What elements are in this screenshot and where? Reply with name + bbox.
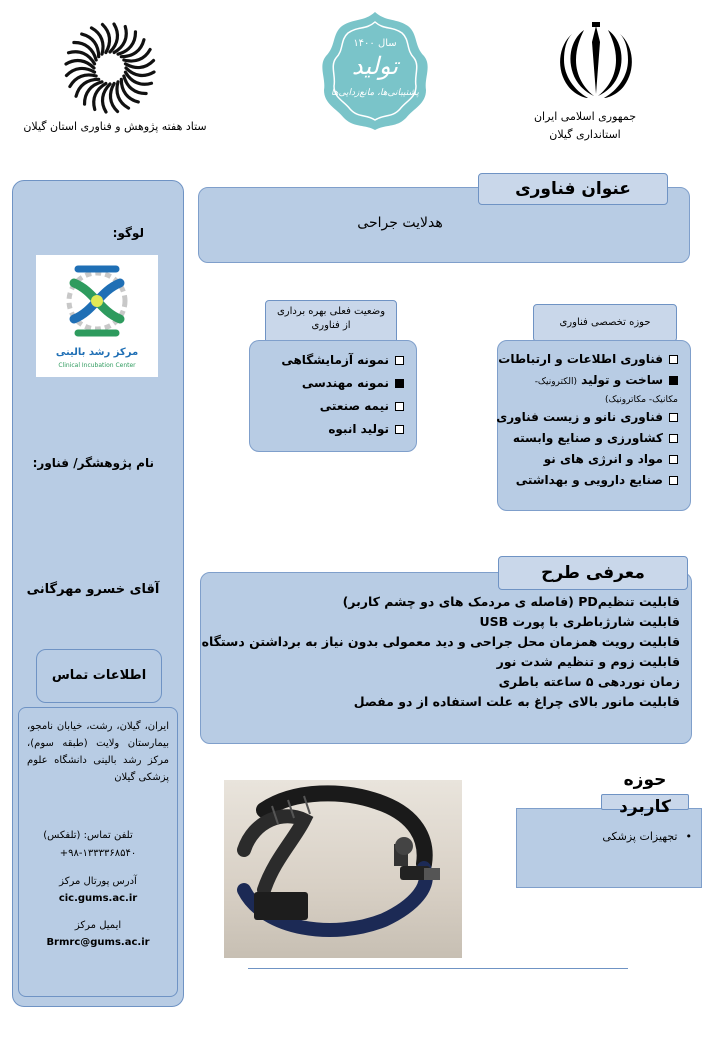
tech-title-value: هدلایت جراحی — [357, 215, 443, 231]
field-item[interactable]: صنایع دارویی و بهداشتی — [496, 470, 678, 491]
application-label-line2: کاربرد — [619, 797, 671, 817]
status-label-line1: وضعیت فعلی بهره برداری — [276, 306, 386, 317]
intro-line: قابلیت شارژباطری با پورت USB — [479, 614, 680, 629]
field-item[interactable]: فناوری اطلاعات و ارتباطات — [496, 349, 678, 370]
product-photo — [224, 780, 462, 958]
intro-label: معرفی طرح — [541, 563, 645, 583]
logo-text-fa: مرکز رشد بالینی — [55, 347, 139, 358]
field-panel — [497, 340, 691, 511]
phone-value[interactable]: +۹۸-۱۳۳۳۳۶۸۵۴۰ — [59, 848, 137, 859]
field-item[interactable]: ساخت و تولید (الکترونیک- — [496, 370, 678, 393]
seal-word: تولید — [351, 52, 399, 80]
field-tab — [533, 304, 677, 342]
field-label: حوزه تخصصی فناوری — [559, 317, 651, 328]
right-org-line2: استانداری گیلان — [549, 128, 621, 141]
intro-line: قابلیت رویت همزمان محل جراحی و دید معمولی بدون نیاز به برداشتن دستگاه — [201, 634, 680, 649]
contact-info-box — [18, 707, 178, 997]
tech-title-label: عنوان فناوری — [515, 179, 631, 199]
intro-line: زمان نوردهی ۵ ساعته باطری — [498, 674, 680, 689]
intro-line: قابلیت زوم و تنظیم شدت نور — [496, 654, 680, 669]
checkbox-icon[interactable] — [395, 425, 404, 434]
researcher-label: نام پژوهشگر/ فناور: — [32, 456, 154, 470]
checkbox-icon[interactable] — [669, 455, 678, 464]
email-label: ایمیل مرکز — [74, 920, 122, 931]
header — [0, 0, 720, 170]
seal-year: سال ۱۴۰۰ — [353, 38, 397, 49]
application-panel — [516, 808, 702, 888]
portal-label: آدرس پورتال مرکز — [59, 876, 137, 887]
email-link[interactable]: Brmrc@gums.ac.ir — [46, 937, 150, 948]
field-item[interactable]: فناوری نانو و زیست فناوری — [496, 407, 678, 428]
field-item-note: مکانیک- مکاترونیک) — [604, 395, 678, 405]
incubator-logo — [36, 255, 158, 377]
status-item[interactable]: تولید انبوه — [281, 418, 404, 441]
tech-title-tab — [478, 173, 668, 205]
checkbox-icon[interactable] — [669, 476, 678, 485]
checkbox-checked-icon[interactable] — [395, 379, 404, 388]
checkbox-icon[interactable] — [669, 355, 678, 364]
intro-line: قابلیت مانور بالای چراغ به علت استفاده از دو مفصل — [353, 694, 680, 709]
contact-address: ایران، گیلان، رشت، خیابان نامجو، بیمارستان ولایت (طبقه سوم)، مرکز رشد بالینی دانشگاه علوم پزشکی گیلان — [27, 721, 169, 783]
intro-tab — [498, 556, 688, 590]
divider-line — [248, 968, 628, 969]
logo-label: لوگو: — [112, 226, 144, 240]
intro-line: قابلیت تنظیمPD (فاصله ی مردمک های دو چشم کاربر) — [342, 594, 680, 609]
field-item[interactable]: کشاورزی و صنایع وابسته — [496, 428, 678, 449]
bullet-icon: • — [685, 830, 692, 843]
intro-list — [201, 592, 680, 712]
left-org-name: ستاد هفته پژوهش و فناوری استان گیلان — [23, 120, 207, 133]
field-item[interactable]: مواد و انرژی های نو — [496, 449, 678, 470]
contact-title: اطلاعات تماس — [51, 668, 147, 683]
status-panel — [249, 340, 417, 452]
research-week-logo — [60, 18, 160, 118]
checkbox-icon[interactable] — [669, 413, 678, 422]
portal-link[interactable]: cic.gums.ac.ir — [58, 893, 138, 904]
status-label-line2: از فناوری — [311, 320, 351, 331]
contact-title-box — [36, 649, 162, 703]
status-tab — [265, 300, 397, 344]
checkbox-checked-icon[interactable] — [669, 376, 678, 385]
application-item: •تجهیزات پزشکی — [602, 830, 692, 843]
status-item[interactable]: نمونه مهندسی — [281, 372, 404, 395]
seal-line: پشتیبانی‌ها، مانع‌زدایی‌ها — [331, 88, 419, 98]
status-item[interactable]: نمونه آزمایشگاهی — [281, 349, 404, 372]
right-org-line1: جمهوری اسلامی ایران — [533, 110, 637, 123]
checkbox-icon[interactable] — [395, 356, 404, 365]
phone-label: تلفن تماس: (تلفکس) — [43, 830, 133, 841]
checkbox-icon[interactable] — [669, 434, 678, 443]
researcher-name: آقای خسرو مهرگانی — [26, 582, 160, 597]
checkbox-icon[interactable] — [395, 402, 404, 411]
application-label-line1: حوزه — [623, 770, 667, 790]
year-slogan-seal — [316, 8, 434, 132]
iran-emblem-icon — [554, 20, 638, 104]
logo-text-en: Clinical Incubation Center — [58, 362, 136, 369]
status-item[interactable]: نیمه صنعتی — [281, 395, 404, 418]
